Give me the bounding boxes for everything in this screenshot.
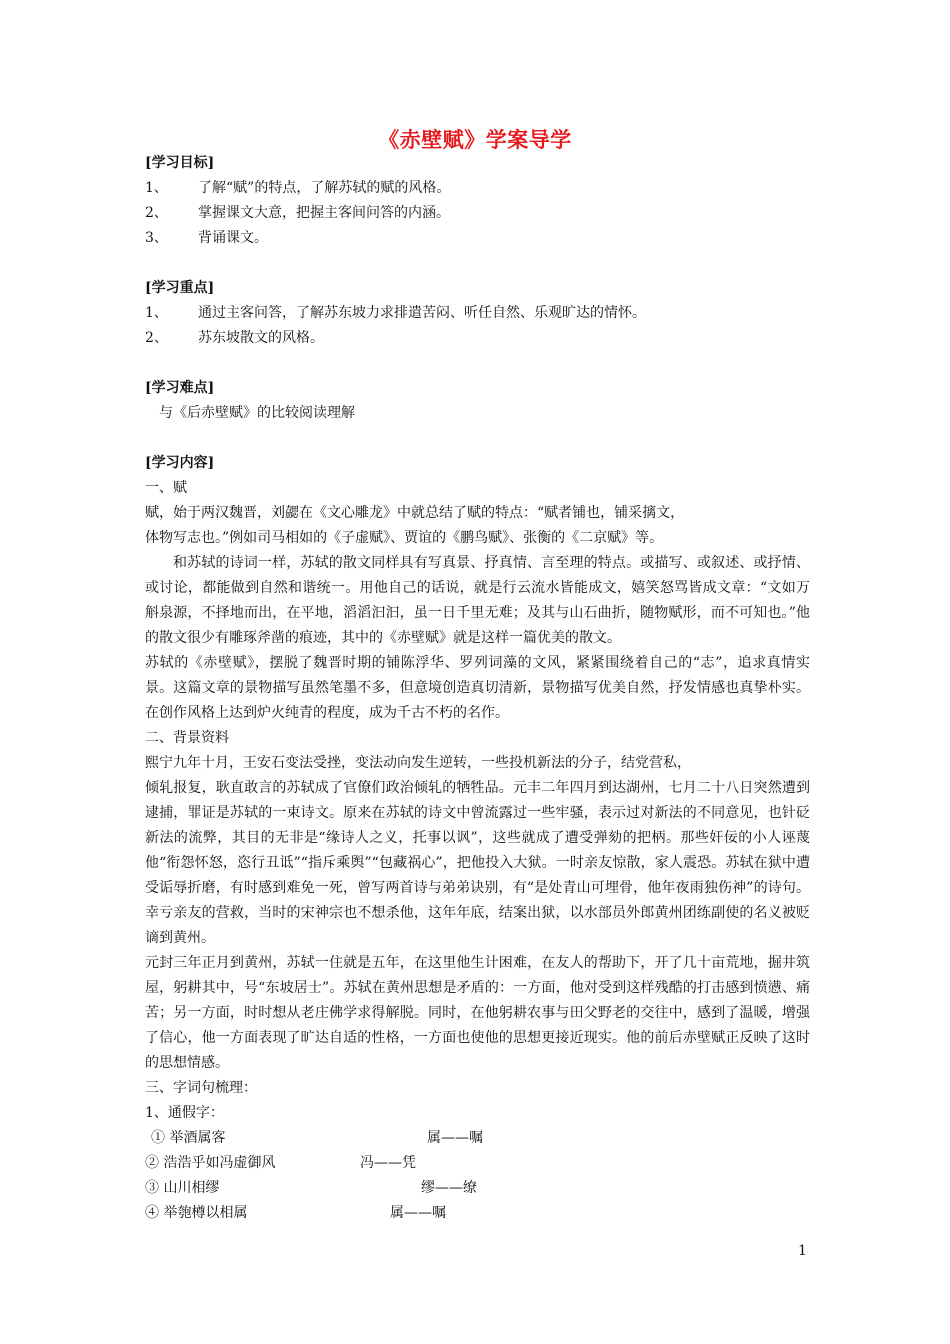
background-paragraph-2: 元封三年正月到黄州，苏轼一住就是五年，在这里他生计困难，在友人的帮助下，开了几十亩荒地，掘井筑屋，躬耕其中，号“东坡居士”。苏轼在黄州思想是矛盾的：一方面，他对受到这样残酷的打击感到愤懑、痛苦；另一方面，时时想从老庄佛学求得解脱。同时，在他躬耕农事与田父野老的交往中，感到了温暖，增强了信心，他一方面表现了旷达自适的性格，一方面也使他的思想更接近现实。他的前后赤壁赋正反映了这时的思想情感。 xyxy=(145,955,810,1071)
objective-number: 3、 xyxy=(145,230,168,246)
objective-item xyxy=(145,201,810,226)
tongjia-pair: 缪——缭 xyxy=(421,1180,477,1196)
tongjia-phrase: ③ 山川相缪 xyxy=(145,1180,220,1196)
objective-text: 背诵课文。 xyxy=(198,230,268,246)
tongjia-title: 1、通假字： xyxy=(145,1105,224,1121)
keypoint-number: 1、 xyxy=(145,305,168,321)
background-line-1: 熙宁九年十月，王安石变法受挫，变法动向发生逆转，一些投机新法的分子，结党营私， xyxy=(145,755,691,771)
section-title-background: 二、背景资料 xyxy=(145,730,229,746)
objective-number: 2、 xyxy=(145,205,168,221)
objective-text: 掌握课文大意，把握主客间问答的内涵。 xyxy=(198,205,450,221)
keypoint-number: 2、 xyxy=(145,330,168,346)
fu-line-2: 体物写志也。”例如司马相如的《子虚赋》、贾谊的《鹏鸟赋》、张衡的《二京赋》等。 xyxy=(145,530,664,546)
fu-line-1: 赋，始于两汉魏晋，刘勰在《文心雕龙》中就总结了赋的特点：“赋者铺也，铺采摛文， xyxy=(145,505,685,521)
fu-paragraph-chibi: 苏轼的《赤壁赋》，摆脱了魏晋时期的铺陈浮华、罗列词藻的文风，紧紧围绕着自己的“志”，追求真情实景。这篇文章的景物描写虽然笔墨不多，但意境创造真切清新，景物描写优美自然，抒发情感也真挚朴实。在创作风格上达到炉火纯青的程度，成为千古不朽的名作。 xyxy=(145,655,810,721)
tongjia-phrase: ① 举酒属客 xyxy=(151,1130,226,1146)
objective-item xyxy=(145,226,810,251)
section-title-vocab: 三、字词句梳理： xyxy=(145,1080,257,1096)
tongjia-row xyxy=(145,1176,810,1201)
tongjia-pair: 冯——凭 xyxy=(360,1155,416,1171)
keypoint-text: 通过主客问答，了解苏东坡力求排遣苦闷、听任自然、乐观旷达的情怀。 xyxy=(198,305,646,321)
tongjia-phrase: ② 浩浩乎如冯虚御风 xyxy=(145,1155,276,1171)
keypoint-item xyxy=(145,326,810,351)
keypoint-text: 苏东坡散文的风格。 xyxy=(198,330,324,346)
document-body xyxy=(145,151,810,1226)
keypoint-item xyxy=(145,301,810,326)
tongjia-pair: 属——嘱 xyxy=(390,1205,446,1221)
objectives-heading: [学习目标] xyxy=(145,155,215,171)
objective-item xyxy=(145,176,810,201)
difficulty-heading: [学习难点] xyxy=(145,380,215,396)
fu-paragraph-style: 和苏轼的诗词一样，苏轼的散文同样具有写真景、抒真情、言至理的特点。或描写、或叙述、或抒情、或讨论，都能做到自然和谐统一。用他自己的话说，就是行云流水皆能成文，嬉笑怒骂皆成文章：“文如万斛泉源，不择地而出，在平地，滔滔汩汩，虽一日千里无难；及其与山石曲折，随物赋形，而不可知也。”他的散文很少有雕琢斧凿的痕迹，其中的《赤壁赋》就是这样一篇优美的散文。 xyxy=(145,555,810,646)
background-paragraph-1: 倾轧报复，耿直敢言的苏轼成了官僚们政治倾轧的牺牲品。元丰二年四月到达湖州，七月二十八日突然遭到逮捕，罪证是苏轼的一束诗文。原来在苏轼的诗文中曾流露过一些牢骚，表示过对新法的不同意见，也针砭新法的流弊，其目的无非是“缘诗人之义，托事以讽”，这些就成了遭受弹劾的把柄。那些奸佞的小人诬蔑他“衔怨怀怒，恣行丑诋”“指斥乘舆”“包藏祸心”，把他投入大狱。一时亲友惊散，家人震恐。苏轼在狱中遭受诟辱折磨，有时感到难免一死，曾写两首诗与弟弟诀别，有“是处青山可埋骨，他年夜雨独伤神”的诗句。幸亏亲友的营救，当时的宋神宗也不想杀他，这年年底，结案出狱，以水部员外郎黄州团练副使的名义被贬谪到黄州。 xyxy=(145,780,810,946)
keypoints-heading: [学习重点] xyxy=(145,280,215,296)
document-title: 《赤壁赋》学案导学 xyxy=(378,127,572,152)
tongjia-phrase: ④ 举匏樽以相属 xyxy=(145,1205,248,1221)
section-title-fu: 一、赋 xyxy=(145,480,187,496)
tongjia-row xyxy=(145,1151,810,1176)
tongjia-row xyxy=(145,1201,810,1226)
objective-text: 了解“赋”的特点，了解苏轼的赋的风格。 xyxy=(198,180,451,196)
tongjia-row xyxy=(145,1126,810,1151)
difficulty-text: 与《后赤壁赋》的比较阅读理解 xyxy=(159,405,355,421)
page-number: 1 xyxy=(798,1243,807,1259)
content-heading: [学习内容] xyxy=(145,455,215,471)
tongjia-pair: 属——嘱 xyxy=(427,1130,483,1146)
objective-number: 1、 xyxy=(145,180,168,196)
